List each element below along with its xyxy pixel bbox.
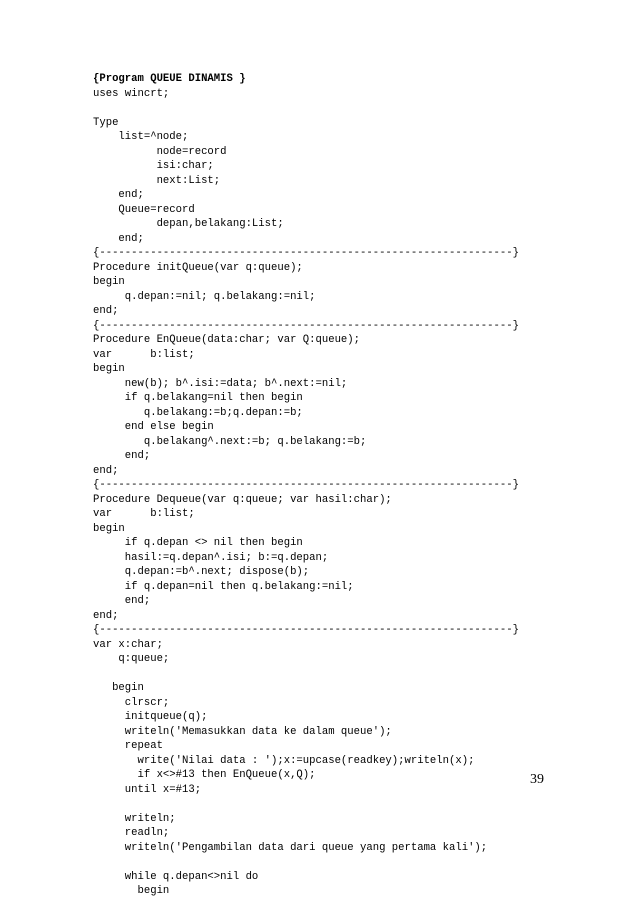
code-line: q.depan:=b^.next; dispose(b);: [93, 566, 310, 578]
code-line: if q.depan=nil then q.belakang:=nil;: [93, 580, 354, 593]
code-line: isi:char;: [93, 160, 214, 172]
code-line: {-----------------------------------------------------------------}: [93, 624, 519, 636]
code-line: writeln('Memasukkan data ke dalam queue');: [93, 725, 392, 738]
code-line: [93, 667, 553, 682]
code-line: begin: [93, 682, 144, 694]
code-line: clrscr;: [93, 696, 170, 709]
code-line: end;: [93, 450, 151, 462]
code-line: var b:list;: [93, 508, 195, 520]
code-line: end;: [93, 595, 151, 607]
code-line: {-----------------------------------------------------------------}: [93, 247, 519, 259]
code-line: end;: [93, 305, 119, 317]
code-line: q:queue;: [93, 653, 170, 665]
code-line: {-----------------------------------------------------------------}: [93, 319, 519, 332]
code-line: Procedure EnQueue(data:char; var Q:queue);: [93, 334, 361, 346]
code-line: depan,belakang:List;: [93, 218, 284, 230]
code-line: next:List;: [93, 174, 221, 187]
code-line: write('Nilai data : ');x:=upcase(readkey);writeln(x);: [93, 754, 475, 767]
code-line: end else begin: [93, 421, 214, 433]
code-line: if x<>#13 then EnQueue(x,Q);: [93, 769, 316, 781]
code-line: {-----------------------------------------------------------------}: [93, 479, 519, 491]
code-line: begin: [93, 522, 125, 535]
code-line: end;: [93, 232, 144, 245]
code-line: uses wincrt;: [93, 87, 170, 100]
code-line: end;: [93, 189, 144, 201]
code-line: end;: [93, 609, 119, 622]
code-line: Queue=record: [93, 203, 195, 216]
code-line: end;: [93, 464, 119, 477]
code-line: [93, 101, 553, 116]
pascal-code-listing: [93, 72, 553, 899]
code-line: [93, 797, 553, 812]
code-line: if q.depan <> nil then begin: [93, 537, 303, 549]
code-line: while q.depan<>nil do: [93, 870, 259, 883]
code-line: hasil:=q.depan^.isi; b:=q.depan;: [93, 551, 329, 564]
page-number: 39: [530, 772, 544, 787]
code-line: until x=#13;: [93, 783, 202, 796]
code-line: begin: [93, 885, 170, 897]
code-line: if q.belakang=nil then begin: [93, 392, 303, 404]
code-line: new(b); b^.isi:=data; b^.next:=nil;: [93, 377, 348, 390]
code-line: list=^node;: [93, 131, 189, 143]
code-line: readln;: [93, 827, 170, 839]
code-line: begin: [93, 363, 125, 375]
code-line: var b:list;: [93, 348, 195, 361]
code-line: writeln;: [93, 812, 176, 825]
code-line: Procedure Dequeue(var q:queue; var hasil:char);: [93, 493, 392, 506]
code-line: Type: [93, 116, 119, 129]
code-line: q.belakang:=b;q.depan:=b;: [93, 406, 303, 419]
code-line: node=record: [93, 145, 227, 158]
code-line: begin: [93, 276, 125, 288]
code-line: q.belakang^.next:=b; q.belakang:=b;: [93, 435, 367, 448]
code-line: repeat: [93, 740, 163, 752]
code-line: initqueue(q);: [93, 711, 208, 723]
code-line: [93, 855, 553, 870]
code-line: writeln('Pengambilan data dari queue yang pertama kali');: [93, 841, 488, 854]
code-line: Procedure initQueue(var q:queue);: [93, 261, 303, 274]
code-line: q.depan:=nil; q.belakang:=nil;: [93, 290, 316, 303]
code-line: var x:char;: [93, 638, 163, 651]
program-title-line: {Program QUEUE DINAMIS }: [93, 73, 246, 85]
